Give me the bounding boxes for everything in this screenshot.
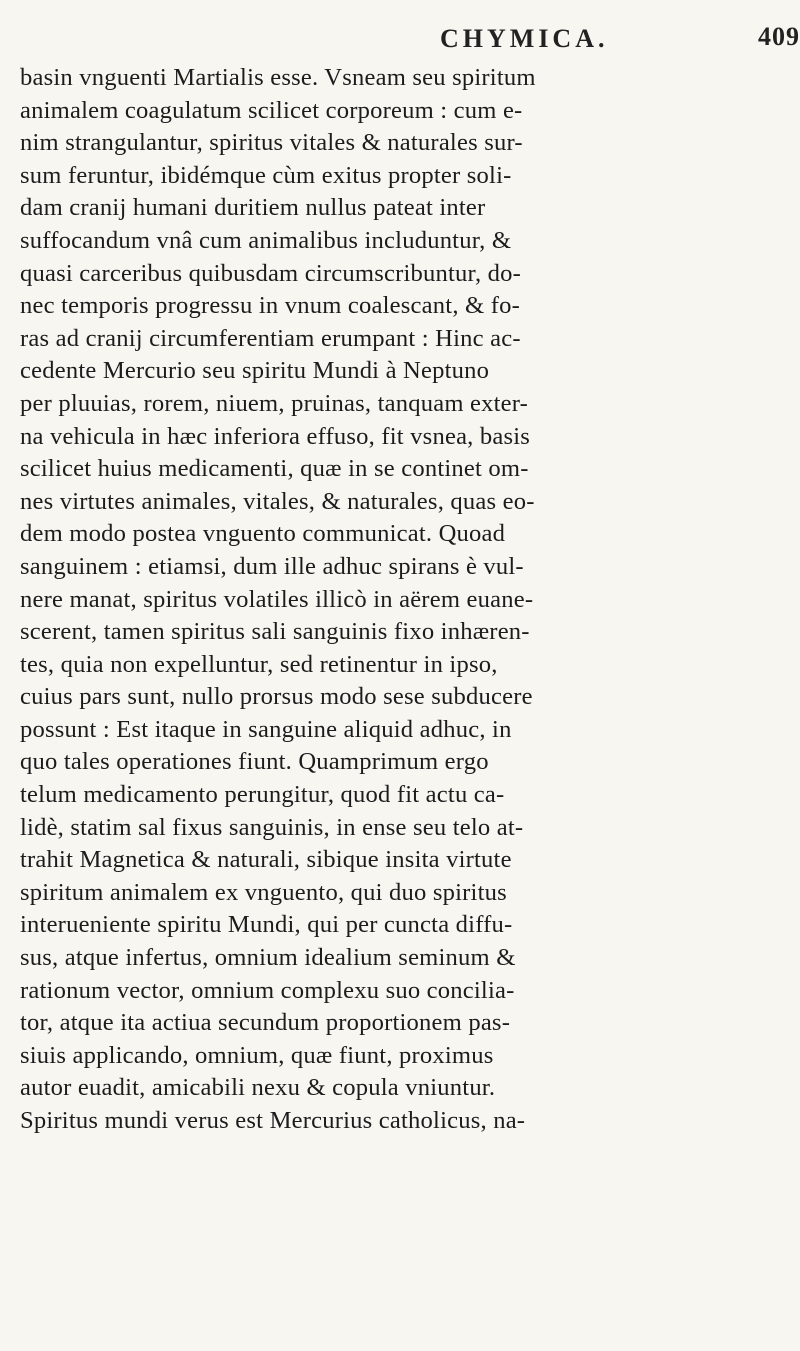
text-line: rationum vector, omnium complexu suo concilia- — [20, 976, 515, 1004]
text-line: siuis applicando, omnium, quæ fiunt, proximus — [20, 1041, 494, 1069]
text-line: sus, atque infertus, omnium idealium seminum & — [20, 944, 516, 972]
text-line: quasi carceribus quibusdam circumscribuntur, do- — [20, 259, 522, 287]
text-line: sanguinem : etiamsi, dum ille adhuc spirans è vul- — [20, 552, 524, 580]
text-line: dam cranij humani duritiem nullus pateat inter — [20, 194, 486, 222]
text-line: possunt : Est itaque in sanguine aliquid adhuc, in — [20, 715, 512, 743]
text-line: lidè, statim sal fixus sanguinis, in ense seu telo at- — [20, 813, 524, 841]
text-line: tes, quia non expelluntur, sed retinentur in ipso, — [20, 650, 498, 678]
text-line: spiritum animalem ex vnguento, qui duo spiritus — [20, 878, 507, 906]
text-line: na vehicula in hæc inferiora effuso, fit vsnea, basis — [20, 422, 531, 450]
text-line: dem modo postea vnguento communicat. Quoad — [20, 520, 506, 548]
text-line: ras ad cranij circumferentiam erumpant : Hinc ac- — [20, 324, 521, 352]
text-line: scerent, tamen spiritus sali sanguinis fixo inhæren- — [20, 618, 530, 646]
text-line: autor euadit, amicabili nexu & copula vniuntur. — [20, 1074, 496, 1102]
text-line: scilicet huius medicamenti, quæ in se continet om- — [20, 455, 529, 483]
text-line: cedente Mercurio seu spiritu Mundi à Neptuno — [20, 357, 490, 385]
text-line: per pluuias, rorem, niuem, pruinas, tanquam exter- — [20, 389, 529, 417]
text-line: trahit Magnetica & naturali, sibique insita virtute — [20, 846, 512, 874]
text-line: suffocandum vnâ cum animalibus includuntur, & — [20, 226, 512, 254]
text-line: nes virtutes animales, vitales, & naturales, quas eo- — [20, 487, 535, 515]
text-line: cuius pars sunt, nullo prorsus modo sese subducere — [20, 683, 533, 711]
text-line: quo tales operationes fiunt. Quamprimum ergo — [20, 748, 489, 776]
body-text — [20, 62, 770, 1138]
text-line: animalem coagulatum scilicet corporeum : cum e- — [20, 96, 523, 124]
text-line: telum medicamento perungitur, quod fit actu ca- — [20, 781, 505, 809]
text-line: nere manat, spiritus volatiles illicò in aërem euane- — [20, 585, 534, 613]
running-title: CHYMICA. — [440, 24, 609, 53]
text-line: nec temporis progressu in vnum coalescant, & fo- — [20, 292, 520, 320]
text-line: basin vnguenti Martialis esse. Vsneam seu spiritum — [20, 64, 536, 91]
text-line: sum feruntur, ibidémque cùm exitus propter soli- — [20, 161, 512, 189]
text-line: nim strangulantur, spiritus vitales & naturales sur- — [20, 129, 523, 157]
page-header — [440, 18, 800, 58]
text-line: tor, atque ita actiua secundum proportionem pas- — [20, 1009, 511, 1037]
text-line: Spiritus mundi verus est Mercurius catholicus, na- — [20, 1107, 526, 1134]
page-number: 409 — [758, 22, 800, 51]
text-line: interueniente spiritu Mundi, qui per cuncta diffu- — [20, 911, 513, 939]
